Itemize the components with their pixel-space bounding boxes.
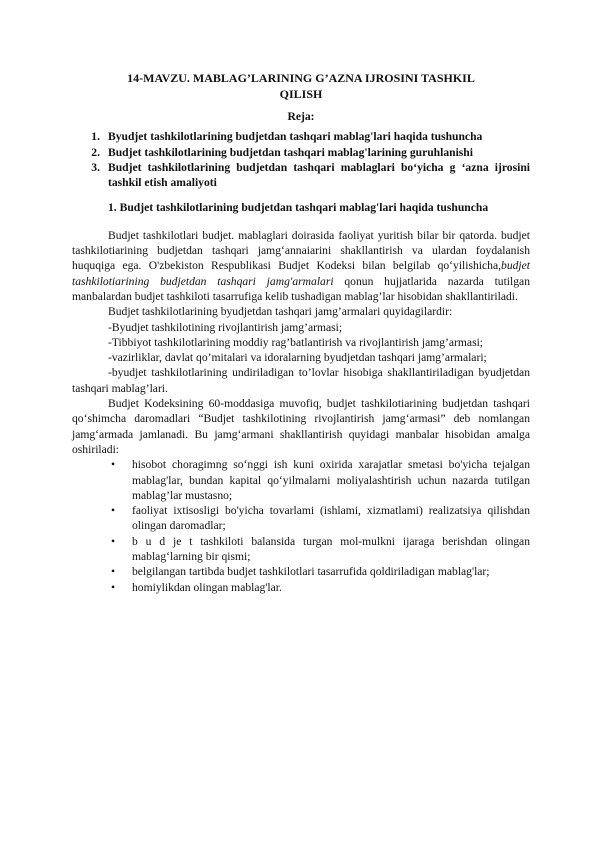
plan-list (72, 129, 530, 190)
plan-item (72, 160, 530, 191)
paragraph-fund-item: -Tibbiyot tashkilotlarining moddiy rag’batlantirish va rivojlantirish jamg’armasi; (108, 335, 484, 349)
list-item (72, 534, 530, 565)
list-item-text: belgilangan tartibda budjet tashkilotlari tasarrufida qoldiriladigan mablag'lar; (132, 565, 490, 579)
list-item (72, 580, 530, 595)
paragraph-intro-tail: qonun hujjatlarida nazarda tutilgan manbalardan budjet tashkiloti tasarrufiga kelib tushadigan mablag’lar hisobidan shakllantiriladi. (72, 274, 530, 303)
list-item-text: faoliyat ixtisosligi bo'yicha tovarlami (ishlami, xizmatlami) realizatsiya qilishdan olingan daromadlar; (132, 504, 530, 533)
plan-item (72, 129, 530, 144)
plan-item (72, 145, 530, 160)
plan-item-text: Budjet tashkilotlarining budjetdan tashqari mablaglari bo‘yicha g ‘azna ijrosini tashkil etish amaliyoti (108, 160, 530, 190)
sources-list (72, 457, 530, 595)
list-item (72, 457, 530, 503)
document-page (72, 70, 530, 595)
list-item-text: b u d je t tashkiloti balansida turgan mol-mulkni ijaraga berishdan olingan mablag‘larning bir qismi; (132, 534, 530, 564)
bullet-icon: • (110, 580, 115, 594)
bullet-icon: • (110, 565, 115, 579)
list-item (72, 564, 530, 579)
bullet-icon: • (110, 458, 115, 472)
list-item-text: hisobot choragimng so‘nggi ish kuni oxirida xarajatlar smetasi bo'yicha tejalgan mablag'lar, bundan kapital qo‘yilmalarni moliyalashtirish uchun nazarda tutilgan mablag’lar mustasno; (132, 458, 530, 502)
paragraph-intro-italic: budjet tashkilotiarining budjetdan tashqari jamg'armalari (72, 259, 530, 288)
paragraph-fund-item: -vazirliklar, davlat qo’mitalari va idoralarning byudjetdan tashqari jamg’armalari; (108, 351, 487, 365)
bullet-icon: • (110, 504, 115, 518)
plan-label: Reja: (287, 110, 315, 123)
paragraph-intro (72, 228, 530, 304)
section-heading: 1. Budjet tashkilotlarining budjetdan tashqari mablag'lari haqida tushuncha (108, 201, 489, 215)
title-line-1: 14-MAVZU. MABLAG’LARINING G’AZNA IJROSINI TASHKIL (127, 71, 475, 85)
list-item-text: homiylikdan olingan mablag'lar. (132, 580, 282, 594)
title-line-2: QILISH (279, 87, 323, 101)
paragraph-article-60: Budjet Kodeksining 60-moddasiga muvofiq, budjet tashkilotiarining budjetdan tashqari qo‘shimcha daromadlari “Budjet tashkilotining rivojlantirish jamg‘armasi” deb nomlangan jamg‘armada jamlanadi. Bu jamg‘armani shakllantirish quyidagi manbalar hisobidan amalga oshiriladi: (72, 397, 530, 456)
list-item (72, 503, 530, 534)
paragraph-intro-text: Budjet tashkilotlari budjet. mablaglari doirasida faoliyat yuritish bilar bir qatorda. budjet tashkilotiarining budjetdan tashqari jamg‘annaiarini shakllantirish va ulardan foydalanish huquqiga ega. O'zbekiston Respublikasi Budjet Kodeksi bilan belgilab qo‘yilishicha, (72, 228, 530, 273)
plan-item-number: 3. (91, 160, 100, 174)
paragraph-funds-list-intro: Budjet tashkilotlarining byudjetdan tashqari jamg’armalari quyidagilardir: (108, 305, 453, 319)
paragraph-fund-item: -byudjet tashkilotlarining undiriladigan to’lovlar hisobiga shakllantiriladigan byudjetdan tashqari mablag’lari. (72, 366, 530, 395)
plan-item-number: 2. (91, 145, 100, 159)
page-title (72, 70, 530, 102)
plan-item-number: 1. (91, 130, 100, 144)
bullet-icon: • (110, 534, 115, 548)
plan-item-text: Byudjet tashkilotlarining budjetdan tashqari mablag'lari haqida tushuncha (108, 130, 483, 144)
plan-item-text: Budjet tashkilotlarining budjetdan tashqari mablag'larining guruhlanishi (108, 145, 473, 159)
paragraph-fund-item: -Byudjet tashkilotining rivojlantirish jamg’armasi; (108, 320, 343, 334)
